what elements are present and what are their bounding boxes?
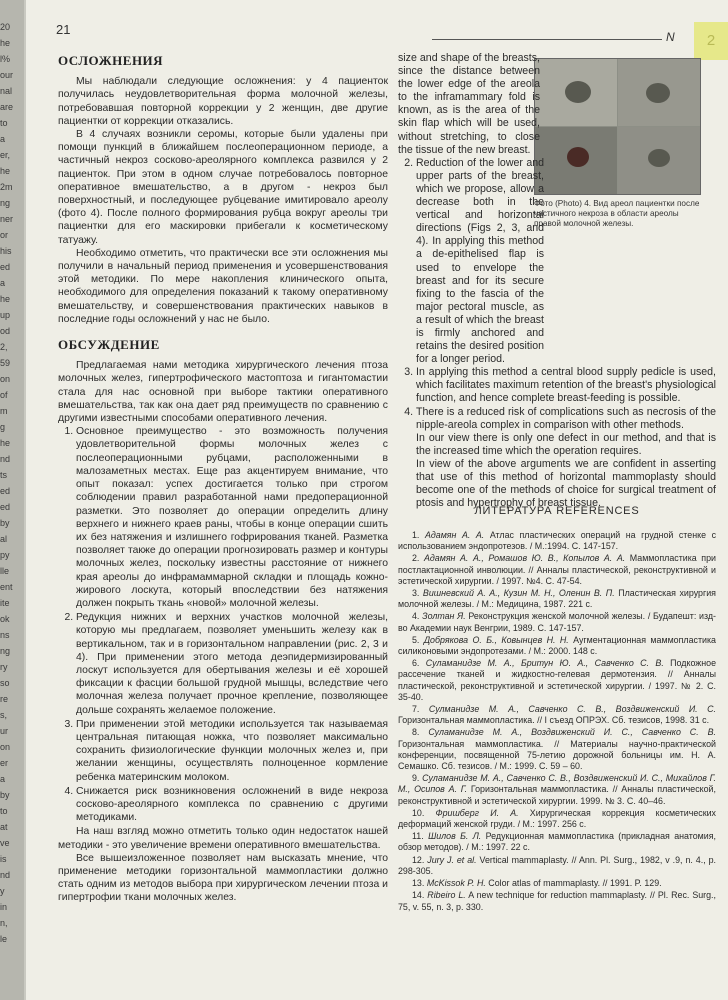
gutter-fragment: s, [0,710,8,720]
discussion-heading: ОБСУЖДЕНИЕ [58,337,160,353]
reference-item: 14. Ribeiro L. A new technique for reduction mammaplasty. // Pl. Rec. Surg., 75, v. 55, n. 3, p. 330. [398,890,716,912]
gutter-fragment: his [0,246,12,256]
gutter-fragment: re [0,694,9,704]
reference-item: 5. Добрякова О. Б., Ковынцев Н. Н. Аугментационная маммопластика силиконовыми эндопротезами. / М.: 2000. 148 с. [398,634,716,657]
gutter-fragment: ur [0,726,9,736]
gutter-fragment: ner [0,214,14,224]
list-item: 3. In applying this method a central blood supply pedicle is used, which facilitates maximum retention of the breast's physiological function, and hence complete breast-feeding is possible. [416,366,716,405]
gutter-fragment: nd [0,870,11,880]
gutter-fragment: ed [0,262,11,272]
paragraph: В 4 случаях возникли серомы, которые были удалены при помощи пункций в ближайшем послеоперационном периоде, а частичный некроз сосково-ареолярного комплекса развился у 2 пациенток. При этом в одном случае потребовалось повторное оперативное вмешательство, а в другом - некроз был поверхностный, и последующее рубцевание имитировало ареолу (фото 4). После полного формирования рубца вокруг ареолы три пациентки для его маскировки прибегали к косметическому татуажу. [58,129,388,246]
header-mark: N [666,30,675,44]
gutter-fragment: m [0,406,8,416]
gutter-fragment: he [0,166,11,176]
gutter-fragment: 2, [0,342,8,352]
gutter-fragment: 59 [0,358,11,368]
reference-item: 2. Адамян А. А., Ромашов Ю. В., Копылов А. А. Маммопластика при постлактационной инволюции. // Анналы пластической, реконструктивной и эстетической хирургии. / 1997. №4. С. 47-54. [398,553,716,586]
gutter-fragment: ns [0,630,10,640]
gutter-fragment: a [0,278,6,288]
gutter-fragment: 20 [0,22,11,32]
gutter-fragment: ve [0,838,10,848]
reference-item: 4. Золтан Я. Реконструкция женской молочной железы. / Будапешт: изд-во Академии наук Венгрии, 1989. С. 147-157. [398,611,716,633]
gutter-fragment: to [0,118,8,128]
gutter-fragment: in [0,902,8,912]
gutter-fragment: nal [0,86,13,96]
gutter-fragment: at [0,822,8,832]
paragraph: На наш взгляд можно отметить только один недостаток нашей методики - это увеличение времени оперативного вмешательства. [58,826,388,851]
reference-item: 6. Суламанидзе М. А., Бритун Ю. А., Савченко С. В. Подкожное рассечение тканей и жидкостно-гелевая дермотензия. // Анналы пластической, реконструктивной и эстетической хирургии. / 1997. № 2. С. 35-40. [398,658,717,702]
paragraph: Мы наблюдали следующие осложнения: у 4 пациенток получилась неудовлетворительная форма молочной железы, потребовавшая повторной коррекции у 2 женщин, две другие пациентки от коррекции отказались. [58,76,388,127]
gutter-fragment: ng [0,646,11,656]
paragraph: In view of the above arguments we are confident in asserting that use of this method of horizontal mammoplasty should become one of the methods of choice for surgical treatment of ptosis and hypertrophy of breast tissue. [416,457,716,510]
journal-page [26,0,728,1000]
gutter-fragment: by [0,790,10,800]
list-item: 2. Редукция нижних и верхних участков молочной железы, которую мы предлагаем, позволяет уменьшить железу как в вертикальном, так и в горизонтальном направлении (рис. 2, 3 и 4). При применении этого метода деэпидермизированный лоскут используется для обертывания железы и её хорошей фиксации к фасции большой грудной мышцы, вследствие чего молочная железа получает прочное крепление, позволяющее дольше сохранять желаемое положение. [76,611,388,717]
section-tab: 2 [694,22,728,60]
gutter-fragment: on [0,742,11,752]
left-column [58,54,388,905]
gutter-fragment: are [0,102,14,112]
gutter-fragment: ent [0,582,13,592]
list-item: 4. Снижается риск возникновения осложнений в виде некроза сосково-ареолярного комплекса по сравнению с другими методиками. [76,785,388,825]
gutter-fragment: so [0,678,10,688]
reference-item: 3. Вишневский А. А., Кузин М. Н., Оленин В. П. Пластическая хирургия молочной железы. / М.: Медицина, 1987. 221 с. [398,588,716,610]
list-item: 3. При применении этой методики используется так называемая центральная питающая ножка, что позволяет максимально сохранить физиологические функции молочных желез и, при желании женщины, осуществлять полноценное кормление ребенка материнским молоком. [76,718,388,784]
gutter-fragment: 2m [0,182,13,192]
gutter-fragment: ed [0,486,11,496]
gutter-fragment: er [0,758,9,768]
gutter-fragment: py [0,550,10,560]
gutter-fragment: g [0,422,6,432]
gutter-fragment: he [0,38,11,48]
gutter-fragment: to [0,806,8,816]
gutter-fragment: or [0,230,9,240]
gutter-fragment: ok [0,614,10,624]
reference-item: 7. Сулманидзе М. А., Савченко С. В., Воздвиженский И. С. Горизонтальная маммопластика. // I съезд ОПРЭХ. Сб. тезисов, 1998. 31 с. [398,704,716,726]
reference-item: 9. Суламанидзе М. А., Савченко С. В., Воздвиженский И. С., Михайлов Г. М., Осипов А. Г. Горизонтальная маммопластика. // Анналы пластической, реконструктивной и эстетической хирургии. 1999. № 3. С. 40–46. [398,773,716,806]
gutter-fragment: ed [0,502,11,512]
gutter-fragment: l% [0,54,11,64]
gutter-fragment: nd [0,454,11,464]
paragraph: Все вышеизложенное позволяет нам высказать мнение, что применение методики горизонтальной маммопластики должно стать одним из методов выбора при хирургическом лечении птоза и гипертрофии ткани молочных желез. [58,852,388,904]
gutter-fragment: le [0,934,8,944]
paragraph: Предлагаемая нами методика хирургического лечения птоза молочных желез, гипертрофического мастоптоза и гигантомастии стала для нас основной при выборе тактики оперативного вмешательства, так как она дает ряд преимуществ по сравнению с другими известными способами оперативного лечения. [58,360,388,425]
gutter-fragment: ts [0,470,8,480]
adjacent-page-edge [0,0,24,1000]
gutter-fragment: y [0,886,5,896]
gutter-fragment: ite [0,598,10,608]
reference-item: 1. Адамян А. А. Атлас пластических операций на грудной стенке с использованием эндопротезов. / М.:1994. С. 147-157. [398,530,717,552]
gutter-fragment: od [0,326,11,336]
paragraph: Необходимо отметить, что практически все эти осложнения мы получили в начальный период применения и усовершенствования этой методики. По мере накопления клинического опыта, необходимого для определения показаний к такому оперативному вмешательству, и совершенствования практических навыков в последние годы осложнений у нас не было. [58,247,388,325]
gutter-fragment: ry [0,662,8,672]
gutter-fragment: up [0,310,11,320]
paragraph: size and shape of the breasts, since the distance between the lower edge of the areola to the inframammary fold is known, as is the area of the skin flap which will be used, without stretching, to close the tissue of the new breast. [398,52,540,156]
gutter-fragment: lle [0,566,10,576]
reference-item: 13. McKissok P. H. Color atlas of mammaplasty. // 1991. P. 129. [412,878,662,889]
header-rule [432,39,662,40]
english-list [398,157,716,432]
gutter-fragment: by [0,518,10,528]
gutter-fragment: is [0,854,7,864]
gutter-fragment: of [0,390,8,400]
gutter-fragment: a [0,134,6,144]
figure-caption: Фото (Photo) 4. Вид ареол пациентки после частичного некроза в области ареолы правой молочной железы. [534,199,700,228]
gutter-fragment: er, [0,150,11,160]
gutter-fragment: he [0,294,11,304]
gutter-fragment: al [0,534,8,544]
list-item: 2. Reduction of the lower and upper parts of the breast, which we propose, allow a decrease both in the vertical and horizontal directions (Figs 2, 3, and 4). In applying this method a de-epithelised flap is used to envelope the breast and for its secure fixing to the fascia of the major pectoral muscle, as a result of which the breast is firmly anchored and retains the desired position for a longer period. [416,157,716,367]
list-item: 1. Основное преимущество - это возможность получения удовлетворительной формы молочных желез с послеоперационными рубцами, расположенными в малозаметных местах. Еще раз акцентируем внимание, что опыт показал: успех достигается только при строгом соблюдении правил разработанной нами предоперационной разметки. Это позволяет до операции определить длину верхнего и нижнего краев раны, чтобы в конце операции сшить их без натяжения и излишнего гофрирования тканей. Разметка позволяет также до операции прогнозировать размер и контуры молочных желез, поскольку известны расстояние от нижнего края ареолы до инфрамаммарной складки и площадь кожно-жирового лоскута, который впоследствии без натяжения должен покрыть ткань «новой» молочной железы. [76,425,388,610]
right-column [398,52,716,510]
gutter-fragment: our [0,70,14,80]
advantages-list [58,425,388,824]
gutter-fragment: ng [0,198,11,208]
complications-heading: ОСЛОЖНЕНИЯ [58,53,164,68]
references-heading: ЛИТЕРАТУРА REFERENCES [474,505,640,517]
list-item: 4. There is a reduced risk of complications such as necrosis of the nipple-areola complex in comparison with other methods. [416,406,716,432]
page-number: 21 [56,22,71,37]
gutter-fragment: n, [0,918,8,928]
gutter-fragment: he [0,438,11,448]
reference-item: 8. Суламанидзе М. А., Воздвиженский И. С., Савченко С. В. Горизонтальная маммопластика. // Материалы научно-практической конференции, посвященной 75-летию дорожной больницы им. Н. А. Семашко. Сб. тезисов. / М.: 1999. С. 59 – 60. [398,727,716,772]
paragraph: In our view there is only one defect in our method, and that is the increased time which the operation requires. [416,431,716,457]
reference-item: 10. Фришберг И. А. Хирургическая коррекция косметических деформаций женской груди. / М.: 1997. 256 с. [398,807,716,830]
references-list [398,530,716,914]
gutter-fragment: a [0,774,6,784]
gutter-fragment: on [0,374,11,384]
reference-item: 12. Jury J. et al. Vertical mammaplasty. // Ann. Pl. Surg., 1982, v .9, n. 4., p. 298-305. [398,854,717,876]
reference-item: 11. Шилов Б. Л. Редукционная маммопластика (прикладная анатомия, обзор методов). / М.: 1997. 22 с. [398,831,717,853]
